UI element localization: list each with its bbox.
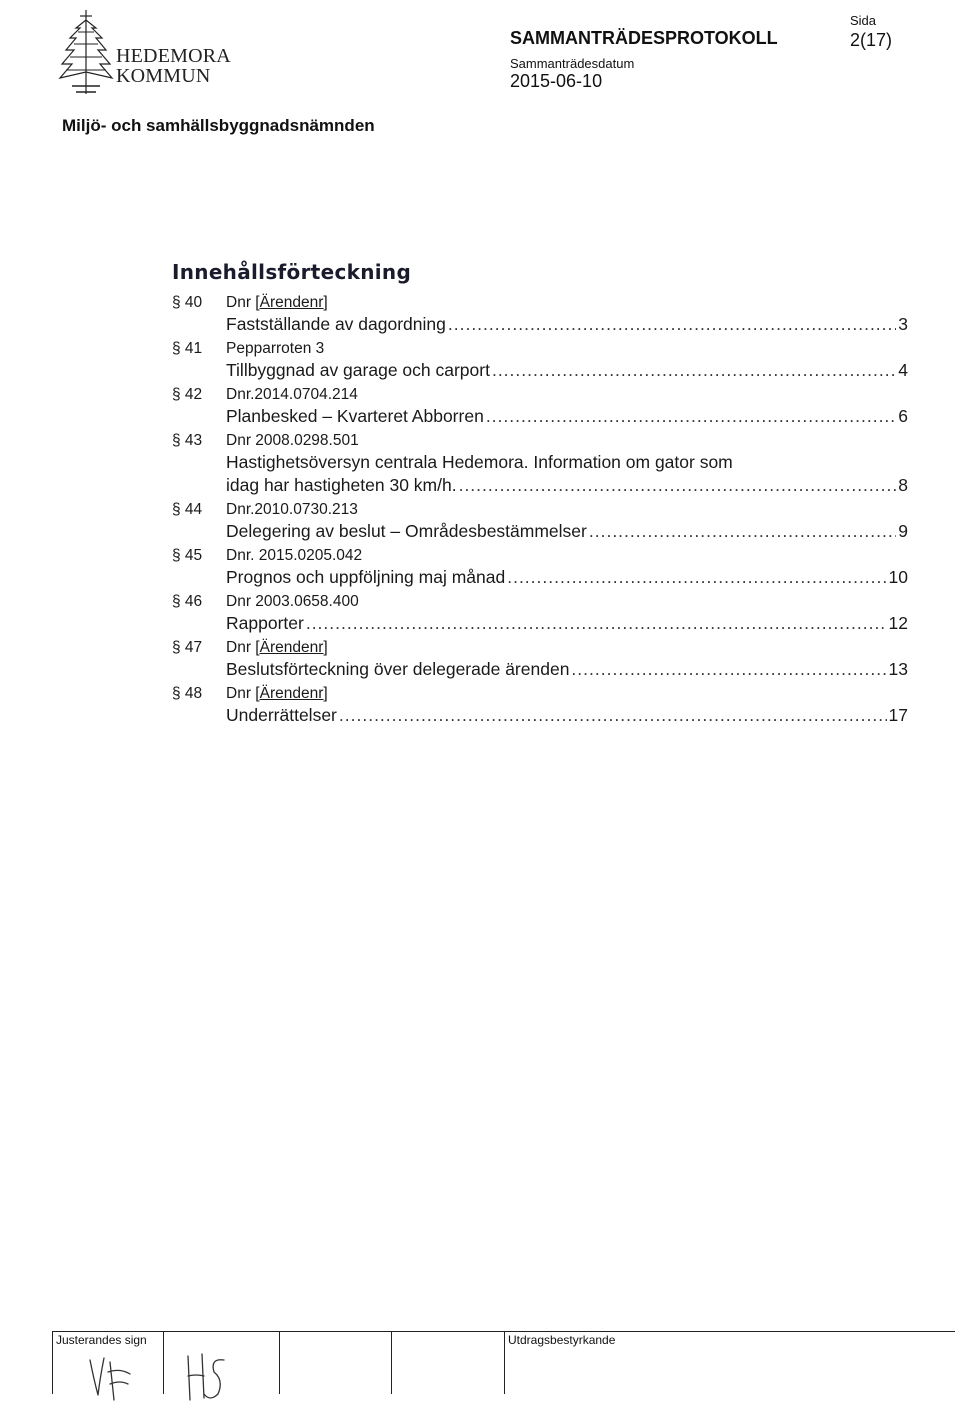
toc-leader-dots (571, 658, 886, 681)
toc-entry (172, 384, 908, 428)
toc-leader-dots (448, 313, 896, 336)
toc-title: idag har hastigheten 30 km/h. (226, 475, 457, 495)
toc-reference-prefix: Dnr (226, 685, 256, 702)
document-type: SAMMANTRÄDESPROTOKOLL (510, 28, 778, 48)
certification-label: Utdragsbestyrkande (508, 1333, 616, 1347)
toc-title-line (226, 474, 908, 497)
toc-page-number: 10 (888, 567, 908, 587)
toc-reference-prefix: Dnr (226, 639, 256, 656)
logo-sub: KOMMUN (116, 65, 211, 87)
toc-title: Underrättelser (226, 705, 337, 725)
toc-title-line (226, 405, 908, 428)
handwritten-signature-2 (180, 1350, 240, 1405)
toc-title: Fastställande av dagordning (226, 314, 446, 334)
footer-column-divider (163, 1332, 164, 1394)
logo-name: HEDEMORA (116, 45, 231, 67)
toc-title-line (226, 658, 908, 681)
toc-section-number: § 45 (172, 547, 203, 564)
case-number-placeholder: [Ärendenr] (255, 294, 328, 311)
toc-title-line (226, 612, 908, 635)
toc-title: Rapporter (226, 613, 304, 633)
toc-section-number: § 44 (172, 501, 203, 518)
toc-page-number: 8 (898, 475, 908, 495)
toc-title: Delegering av beslut – Områdesbestämmelser (226, 521, 587, 541)
toc-reference-prefix: Dnr (226, 294, 256, 311)
toc-leader-dots (589, 520, 896, 543)
toc-leader-dots (459, 474, 897, 497)
toc-title: Planbesked – Kvarteret Abborren (226, 406, 484, 426)
toc-title: Hastighetsöversyn centrala Hedemora. Information om gator som (226, 452, 733, 472)
toc-page-number: 4 (898, 360, 908, 380)
toc-section-number: § 42 (172, 386, 203, 403)
toc-title-line (226, 451, 908, 474)
spruce-tree-icon (58, 8, 114, 98)
toc-title-line (226, 520, 908, 543)
toc-entry (172, 292, 908, 336)
toc-entry (172, 683, 908, 727)
toc-reference (226, 292, 328, 313)
toc-section-number: § 43 (172, 432, 203, 449)
toc-title: Prognos och uppföljning maj månad (226, 567, 506, 587)
toc-title-line (226, 566, 908, 589)
meeting-date-label: Sammanträdesdatum (510, 56, 635, 71)
toc-page-number: 17 (888, 705, 908, 725)
toc-heading: Innehållsförteckning (172, 260, 412, 284)
toc-entry (172, 338, 908, 382)
toc-page-number: 12 (888, 613, 908, 633)
toc-section-number: § 46 (172, 593, 203, 610)
toc-leader-dots (486, 405, 896, 428)
toc-entry (172, 545, 908, 589)
toc-reference: Dnr. 2015.0205.042 (226, 547, 363, 564)
toc-reference: Dnr.2010.0730.213 (226, 501, 358, 518)
toc-leader-dots (339, 704, 887, 727)
meeting-date: 2015-06-10 (510, 71, 603, 91)
toc-entry (172, 499, 908, 543)
toc-reference: Dnr 2003.0658.400 (226, 593, 359, 610)
toc-section-number: § 41 (172, 340, 203, 357)
page-number: 2(17) (850, 30, 893, 50)
toc-page-number: 9 (898, 521, 908, 541)
toc-title-line (226, 704, 908, 727)
toc-section-number: § 47 (172, 639, 203, 656)
toc-entry (172, 430, 908, 497)
toc-section-number: § 40 (172, 294, 203, 311)
handwritten-signature-1 (80, 1350, 150, 1405)
toc-reference (226, 683, 328, 704)
toc-title: Beslutsförteckning över delegerade ärenden (226, 659, 570, 679)
toc-title: Tillbyggnad av garage och carport (226, 360, 490, 380)
signature-label: Justerandes sign (56, 1333, 147, 1347)
case-number-placeholder: [Ärendenr] (255, 639, 328, 656)
toc-reference (226, 637, 328, 658)
page-label: Sida (850, 13, 877, 28)
toc-title-line (226, 359, 908, 382)
toc-page-number: 6 (898, 406, 908, 426)
toc-reference: Dnr 2008.0298.501 (226, 432, 359, 449)
toc-leader-dots (306, 612, 887, 635)
toc-title-line (226, 313, 908, 336)
footer-column-divider (279, 1332, 280, 1394)
toc-entry (172, 637, 908, 681)
toc-leader-dots (492, 359, 896, 382)
hedemora-kommun-logo (58, 8, 231, 98)
toc-entry (172, 591, 908, 635)
footer-column-divider (52, 1332, 53, 1394)
toc-reference: Dnr.2014.0704.214 (226, 386, 358, 403)
toc-page-number: 3 (898, 314, 908, 334)
case-number-placeholder: [Ärendenr] (255, 685, 328, 702)
toc-leader-dots (507, 566, 886, 589)
committee-name: Miljö- och samhällsbyggnadsnämnden (62, 116, 375, 135)
footer-column-divider (504, 1332, 505, 1394)
table-of-contents (172, 292, 908, 729)
toc-reference: Pepparroten 3 (226, 340, 325, 357)
toc-section-number: § 48 (172, 685, 203, 702)
footer-column-divider (391, 1332, 392, 1394)
toc-page-number: 13 (888, 659, 908, 679)
